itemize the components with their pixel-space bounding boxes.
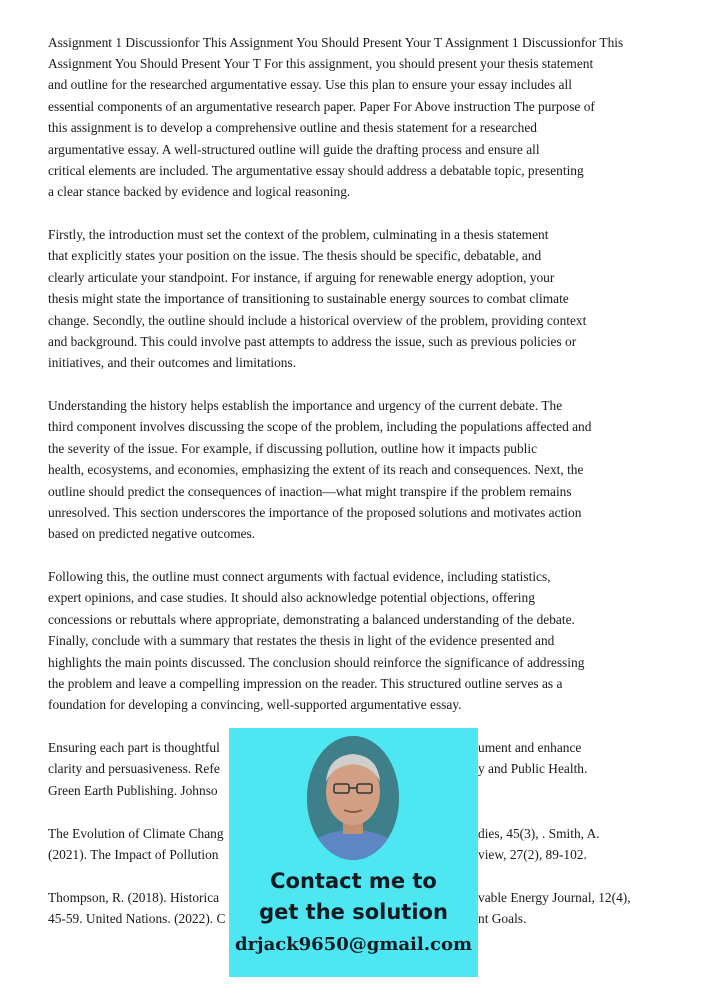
text-line: (2021). The Impact of Pollution	[48, 847, 219, 862]
text-fragment: ument and enhance	[478, 740, 582, 755]
text-line: Assignment 1 Discussionfor This Assignment You Should Present Your T Assignment 1 Discussionfor This	[48, 35, 624, 50]
text-line: clarity and persuasiveness. Refe	[48, 761, 220, 776]
text-fragment: y and Public Health.	[478, 761, 588, 776]
text-line: clearly articulate your standpoint. For instance, if arguing for renewable energy adoption, your	[48, 270, 555, 285]
text-line: and outline for the researched argumentative essay. Use this plan to ensure your essay includes all	[48, 77, 572, 92]
contact-promo-banner[interactable]	[229, 728, 478, 977]
text-fragment: nt Goals.	[478, 911, 527, 926]
text-line: initiatives, and their outcomes and limitations.	[48, 355, 297, 370]
text-line: Following this, the outline must connect arguments with factual evidence, including statistics,	[48, 569, 551, 584]
person-photo-icon	[307, 736, 399, 860]
text-line: Ensuring each part is thoughtful	[48, 740, 220, 755]
text-line: concessions or rebuttals where appropriate, demonstrating a balanced understanding of the debate.	[48, 612, 575, 627]
contact-email[interactable]: drjack9650@gmail.com	[234, 934, 473, 955]
text-line: argumentative essay. A well-structured outline will guide the drafting process and ensure all	[48, 142, 540, 157]
text-fragment: dies, 45(3), . Smith, A.	[478, 826, 600, 841]
text-line: a clear stance backed by evidence and logical reasoning.	[48, 184, 351, 199]
avatar	[307, 736, 399, 860]
text-line: based on predicted negative outcomes.	[48, 526, 256, 541]
text-line: the problem and leave a compelling impression on the reader. This structured outline serves as a	[48, 676, 563, 691]
promo-heading-line1: Contact me to	[270, 869, 437, 893]
text-line: that explicitly states your position on the issue. The thesis should be specific, debatable, and	[48, 248, 542, 263]
text-line: expert opinions, and case studies. It should also acknowledge potential objections, offering	[48, 590, 535, 605]
text-line: thesis might state the importance of transitioning to sustainable energy sources to combat climate	[48, 291, 569, 306]
text-line: essential components of an argumentative research paper. Paper For Above instruction The purpose of	[48, 99, 595, 114]
text-line: Finally, conclude with a summary that restates the thesis in light of the evidence presented and	[48, 633, 555, 648]
text-line: and background. This could involve past attempts to address the issue, such as previous policies or	[48, 334, 577, 349]
text-line: outline should predict the consequences of inaction—what might transpire if the problem remains	[48, 484, 572, 499]
text-line: The Evolution of Climate Chang	[48, 826, 224, 841]
text-line: change. Secondly, the outline should include a historical overview of the problem, providing context	[48, 313, 587, 328]
text-line: highlights the main points discussed. The conclusion should reinforce the significance of addressing	[48, 655, 585, 670]
text-line: health, ecosystems, and economies, emphasizing the extent of its reach and consequences. Next, the	[48, 462, 584, 477]
text-line: critical elements are included. The argumentative essay should address a debatable topic, presenting	[48, 163, 584, 178]
text-line: Firstly, the introduction must set the context of the problem, culminating in a thesis statement	[48, 227, 549, 242]
text-line: Assignment You Should Present Your T For this assignment, you should present your thesis statement	[48, 56, 594, 71]
text-line: Green Earth Publishing. Johnso	[48, 783, 218, 798]
text-line: third component involves discussing the scope of the problem, including the populations affected and	[48, 419, 592, 434]
text-fragment: view, 27(2), 89-102.	[478, 847, 587, 862]
text-line: unresolved. This section underscores the importance of the proposed solutions and motivates action	[48, 505, 582, 520]
text-line: Understanding the history helps establish the importance and urgency of the current debate. The	[48, 398, 563, 413]
text-line: Thompson, R. (2018). Historica	[48, 890, 220, 905]
text-line: foundation for developing a convincing, well-supported argumentative essay.	[48, 697, 462, 712]
text-fragment: vable Energy Journal, 12(4),	[478, 890, 631, 905]
promo-heading-line2: get the solution	[259, 900, 448, 924]
text-line: the severity of the issue. For example, if discussing pollution, outline how it impacts public	[48, 441, 538, 456]
text-line: this assignment is to develop a comprehensive outline and thesis statement for a researched	[48, 120, 537, 135]
text-line: 45-59. United Nations. (2022). C	[48, 911, 226, 926]
